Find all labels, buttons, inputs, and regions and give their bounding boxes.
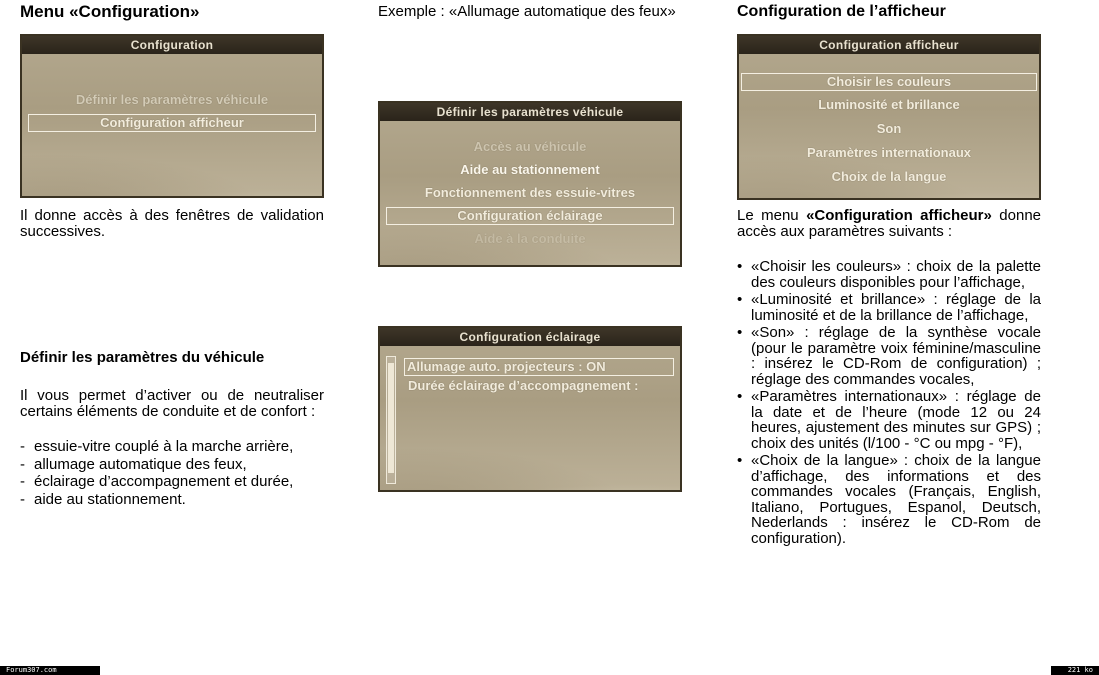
lighting-config-screen (378, 326, 682, 492)
screen-item-follow-me-home: Durée éclairage d’accompagnement : (408, 378, 639, 393)
intro-post: donne accès aux paramètres suivants : (737, 207, 1041, 240)
vehicle-params-list (20, 439, 324, 509)
intro-bold: «Configuration afficheur» (806, 207, 992, 224)
scrollbar-thumb (388, 363, 394, 473)
screen-item-vehicle-params: Définir les paramètres véhicule (75, 92, 269, 107)
screen-item-colors: Choisir les couleurs (741, 73, 1037, 91)
menu-configuration-heading: Menu «Configuration» (20, 2, 200, 21)
list-item: - allumage automatique des feux, (20, 457, 324, 473)
screen-item-lighting-config: Configuration éclairage (386, 207, 674, 225)
display-config-list (737, 259, 1041, 548)
list-item: - éclairage d’accompagnement et durée, (20, 474, 324, 490)
display-config-screen (737, 34, 1041, 200)
display-config-heading: Configuration de l’afficheur (737, 3, 946, 20)
footer-size: 221 ko (1051, 666, 1099, 675)
screen-item-sound: Son (876, 121, 902, 136)
screen-scrollbar (386, 356, 396, 484)
list-item: • «Paramètres internationaux» : réglage de la date et de l’heure (mode 12 ou 24 heures, ajustement des minutes sur GPS) ; choix des unités (l/100 - °C ou mpg - °F), (737, 389, 1041, 451)
screen-item-parking-aid: Aide au stationnement (460, 162, 600, 177)
vehicle-params-screen (378, 101, 682, 267)
screen-title: Configuration afficheur (739, 36, 1039, 54)
list-item: • «Choisir les couleurs» : choix de la palette des couleurs disponibles pour l’affichage, (737, 259, 1041, 290)
screen-item-international: Paramètres internationaux (806, 145, 971, 160)
list-item: - aide au stationnement. (20, 492, 324, 508)
screen-item-wipers: Fonctionnement des essuie-vitres (424, 185, 636, 200)
screen-item-auto-headlights: Allumage auto. projecteurs : ON (404, 358, 674, 376)
screen-title: Définir les paramètres véhicule (380, 103, 680, 121)
configuration-screen (20, 34, 324, 198)
screen-title: Configuration (22, 36, 322, 54)
screen-item-display-config: Configuration afficheur (28, 114, 316, 132)
display-config-intro (737, 208, 1041, 239)
footer-source: Forum307.com (0, 666, 100, 675)
screen-title: Configuration éclairage (380, 328, 680, 346)
vehicle-params-heading: Définir les paramètres du véhicule (20, 349, 265, 366)
screen-item-brightness: Luminosité et brillance (818, 97, 960, 112)
example-caption: Exemple : «Allumage automatique des feux» (378, 3, 676, 20)
list-item: • «Luminosité et brillance» : réglage de la luminosité et de la brillance de l’affichage, (737, 292, 1041, 323)
screen-item-driving-aid: Aide à la conduite (474, 231, 586, 246)
list-item: • «Son» : réglage de la synthèse vocale (pour le paramètre voix féminine/masculine : insérez le CD-Rom de configuration) ; réglage des commandes vocales, (737, 325, 1041, 387)
intro-pre: Le menu (737, 207, 807, 224)
vehicle-params-text: Il vous permet d’activer ou de neutraliser certains éléments de conduite et de confort : (20, 387, 324, 420)
screen-item-vehicle-access: Accès au véhicule (473, 139, 587, 154)
list-item: - essuie-vitre couplé à la marche arrière, (20, 439, 324, 455)
list-item: • «Choix de la langue» : choix de la langue d’affichage, des informations et des commandes vocales (Français, English, Italiano, Portugues, Espanol, Deutsch, Nederlands : insérez le CD-Rom de configuration). (737, 453, 1041, 546)
screen-item-language: Choix de la langue (831, 169, 947, 184)
intro-text: Il donne accès à des fenêtres de validation successives. (20, 207, 324, 240)
